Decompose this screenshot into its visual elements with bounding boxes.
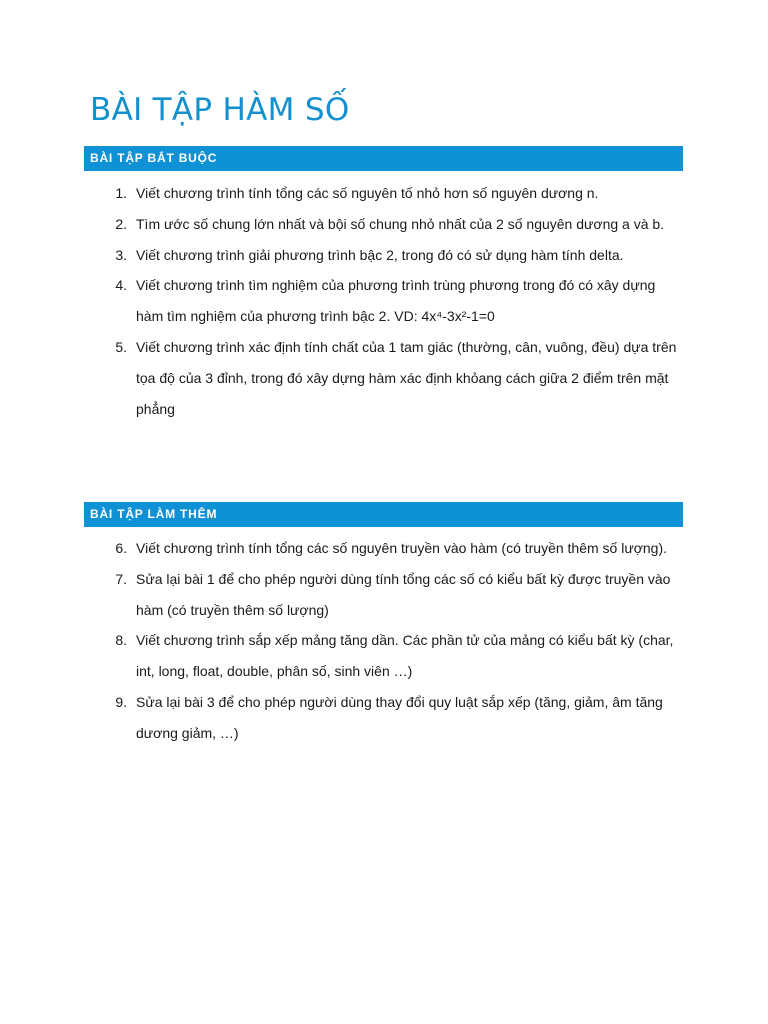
- list-item: [92, 240, 682, 271]
- list-item: [92, 564, 682, 626]
- list-item: [92, 270, 682, 332]
- item-number: 7.: [115, 570, 127, 587]
- item-text: Sửa lại bài 3 để cho phép người dùng thay đổi quy luật sắp xếp (tăng, giảm, âm tăng dương giảm, …): [136, 693, 663, 741]
- item-number: 8.: [115, 632, 127, 649]
- item-number: 3.: [115, 246, 127, 263]
- item-text: Viết chương trình tính tổng các số nguyên truyền vào hàm (có truyền thêm số lượng).: [136, 540, 668, 556]
- item-text: Tìm ước số chung lớn nhất và bội số chung nhỏ nhất của 2 số nguyên dương a và b.: [136, 215, 665, 232]
- item-text: Viết chương trình sắp xếp mảng tăng dần. Các phần tử của mảng có kiểu bất kỳ (char, int, long, float, double, phân số, sinh viên …): [136, 632, 674, 680]
- item-number: 6.: [115, 540, 127, 556]
- list-item: [92, 209, 682, 240]
- list-item: [92, 687, 682, 749]
- section-heading-extra: BÀI TẬP LÀM THÊM: [84, 502, 683, 527]
- list-item: [92, 533, 682, 564]
- list-item: [92, 625, 682, 687]
- item-number: 1.: [115, 185, 127, 201]
- page-title: BÀI TẬP HÀM SỐ: [90, 92, 350, 128]
- item-text: Viết chương trình xác định tính chất của 1 tam giác (thường, cân, vuông, đều) dựa trên tọa độ của 3 đỉnh, trong đó xây dựng hàm xác định khỏang cách giữa 2 điểm trên mặt phẳng: [136, 338, 677, 417]
- item-text: Viết chương trình tìm nghiệm của phương trình trùng phương trong đó có xây dựng hàm tìm nghiệm của phương trình bậc 2. VD: 4x⁴-3x²-1=0: [136, 277, 656, 325]
- exercise-list-extra: [92, 533, 682, 749]
- section-heading-required: BÀI TẬP BẮT BUỘC: [84, 146, 683, 171]
- item-number: 4.: [115, 277, 127, 294]
- item-text: Viết chương trình tính tổng các số nguyên tố nhỏ hơn số nguyên dương n.: [136, 185, 599, 201]
- item-number: 9.: [115, 693, 127, 710]
- exercise-list-required: [92, 178, 682, 424]
- item-text: Sửa lại bài 1 để cho phép người dùng tính tổng các số có kiểu bất kỳ được truyền vào hàm (có truyền thêm số lượng): [136, 570, 671, 618]
- list-item: [92, 332, 682, 424]
- item-text: Viết chương trình giải phương trình bậc 2, trong đó có sử dụng hàm tính delta.: [136, 246, 624, 263]
- item-number: 2.: [115, 215, 127, 232]
- item-number: 5.: [115, 338, 127, 355]
- list-item: [92, 178, 682, 209]
